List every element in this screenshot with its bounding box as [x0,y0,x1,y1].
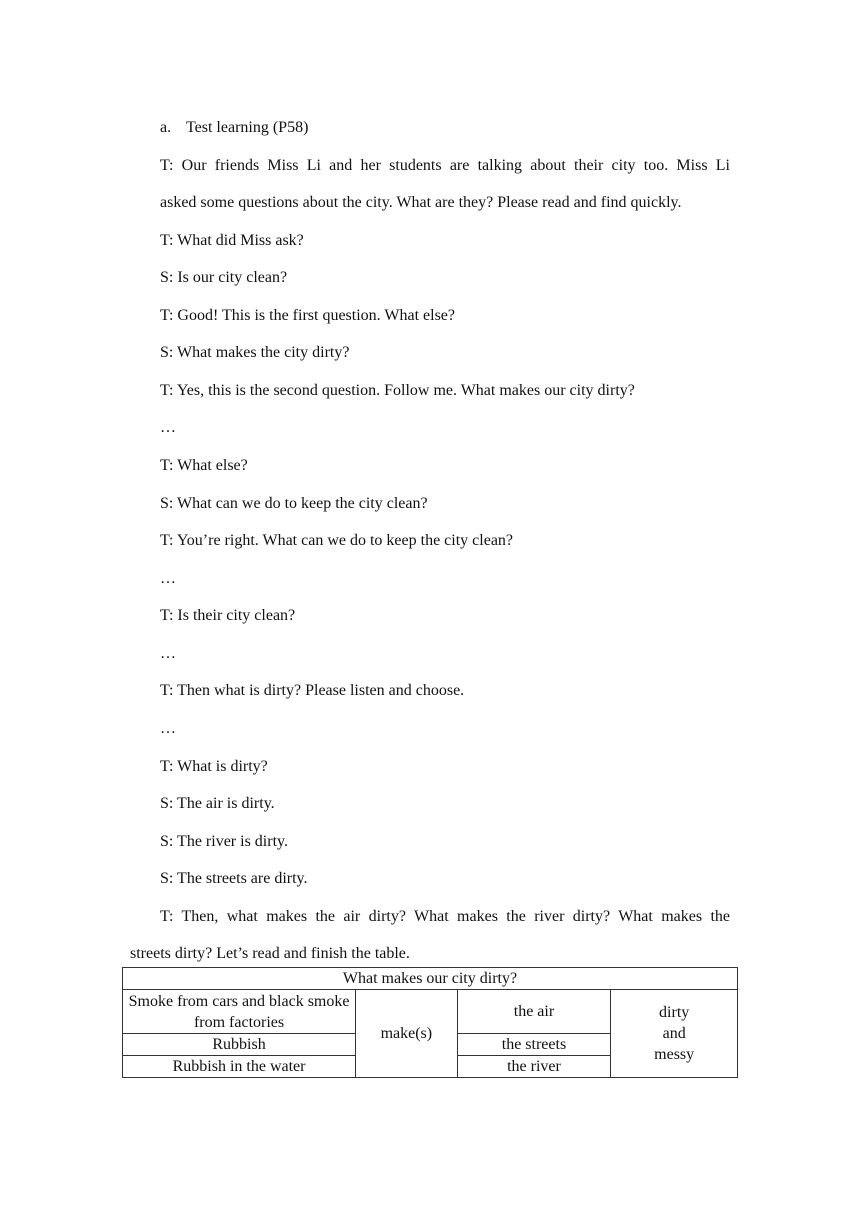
result-cell [611,990,738,1078]
dialogue-line: T: Yes, this is the second question. Follow me. What makes our city dirty? [160,382,635,399]
dialogue-line: T: You’re right. What can we do to keep the city clean? [160,532,514,549]
cause-cell: Smoke from cars and black smoke from factories [123,990,356,1034]
table-row [123,990,738,1034]
ellipsis-line: … [160,645,176,662]
section-title: Test learning (P58) [186,119,309,136]
place-cell: the air [457,990,611,1034]
dialogue-line: asked some questions about the city. What are they? Please read and find quickly. [160,194,682,211]
dialogue-line: T: Is their city clean? [160,607,296,624]
dialogue-line: S: What can we do to keep the city clean? [160,495,428,512]
dialogue-line: T: What did Miss ask? [160,232,304,249]
result-word: dirty [659,1004,690,1021]
dialogue-line: S: The streets are dirty. [160,870,308,887]
section-heading [160,118,308,138]
ellipsis-line: … [160,419,176,436]
cause-cell: Rubbish [123,1034,356,1056]
result-word: and [662,1025,686,1042]
dialogue-line: T: What else? [160,457,248,474]
dialogue-line: S: The air is dirty. [160,795,275,812]
verb-cell: make(s) [356,990,457,1078]
table-title: What makes our city dirty? [123,968,738,990]
dialogue-line: S: The river is dirty. [160,833,288,850]
cause-cell: Rubbish in the water [123,1056,356,1078]
ellipsis-line: … [160,720,176,737]
dialogue-line: T: Our friends Miss Li and her students are talking about their city too. Miss Li [160,157,730,174]
result-word: messy [654,1046,695,1063]
place-cell: the streets [457,1034,611,1056]
table-title-row [123,968,738,990]
place-cell: the river [457,1056,611,1078]
ellipsis-line: … [160,570,176,587]
dialogue-line: S: Is our city clean? [160,269,288,286]
dialogue-line: T: Then what is dirty? Please listen and choose. [160,682,465,699]
dialogue-line: T: Then, what makes the air dirty? What makes the river dirty? What makes the [160,908,730,925]
dialogue-line: T: Good! This is the first question. What else? [160,307,456,324]
city-dirty-table [122,967,738,1078]
dialogue-line: T: What is dirty? [160,758,268,775]
dialogue-line: S: What makes the city dirty? [160,344,350,361]
dialogue-line: streets dirty? Let’s read and finish the table. [130,945,410,962]
section-marker: a. [160,119,172,136]
